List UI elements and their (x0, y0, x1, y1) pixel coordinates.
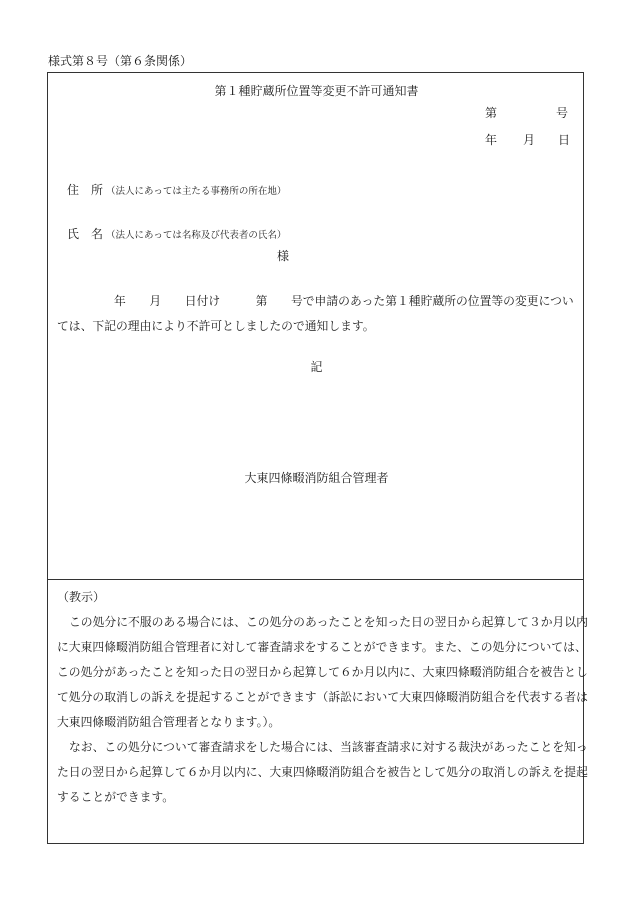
date-year-label: 年 (485, 133, 498, 147)
notice-body-line: ては、下記の理由により不許可としましたので通知します。 (57, 319, 375, 333)
instruction-line: て処分の取消しの訴えを提起することができます（訴訟において大東四條畷消防組合を代表する者は (57, 690, 588, 704)
address-label: 住 所 (67, 183, 104, 197)
notice-body-line: 年 月 日付け 第 号で申請のあった第１種貯蔵所の位置等の変更につい (114, 294, 574, 308)
instruction-paragraph-1 (57, 610, 588, 735)
instruction-section (47, 579, 588, 844)
document-title: 第１種貯蔵所位置等変更不許可通知書 (214, 84, 419, 98)
name-note: （法人にあっては名称及び代表者の氏名） (106, 230, 287, 241)
instruction-line: 大東四條畷消防組合管理者となります。）。 (57, 715, 281, 729)
honorific: 様 (277, 249, 290, 263)
document-number-suffix: 号 (556, 106, 569, 120)
date-month-label: 月 (523, 133, 536, 147)
address-note: （法人にあっては主たる事務所の所在地） (106, 186, 287, 197)
issuer-name: 大東四條畷消防組合管理者 (244, 471, 389, 485)
record-mark: 記 (310, 360, 323, 374)
instruction-line: この処分があったことを知った日の翌日から起算して６か月以内に、大東四條畷消防組合を被告とし (57, 665, 588, 679)
instruction-line: この処分に不服のある場合には、この処分のあったことを知った日の翌日から起算して３か月以内 (69, 615, 588, 629)
date-day-label: 日 (558, 133, 571, 147)
name-label: 氏 名 (67, 227, 104, 241)
instruction-line: た日の翌日から起算して６か月以内に、大東四條畷消防組合を被告として処分の取消しの訴えを提起 (57, 765, 588, 779)
notice-body (57, 289, 577, 339)
instruction-line: なお、この処分について審査請求をした場合には、当該審査請求に対する裁決があったことを知っ (69, 740, 588, 754)
instruction-heading: （教示） (57, 590, 106, 604)
instruction-line: に大東四條畷消防組合管理者に対して審査請求をすることができます。また、この処分については、 (57, 640, 587, 654)
instruction-paragraph-2 (57, 735, 588, 810)
notice-section (47, 72, 584, 580)
document-number-label: 第 (485, 106, 498, 120)
instruction-line: することができます。 (57, 790, 175, 804)
form-number: 様式第８号（第６条関係） (48, 54, 193, 68)
